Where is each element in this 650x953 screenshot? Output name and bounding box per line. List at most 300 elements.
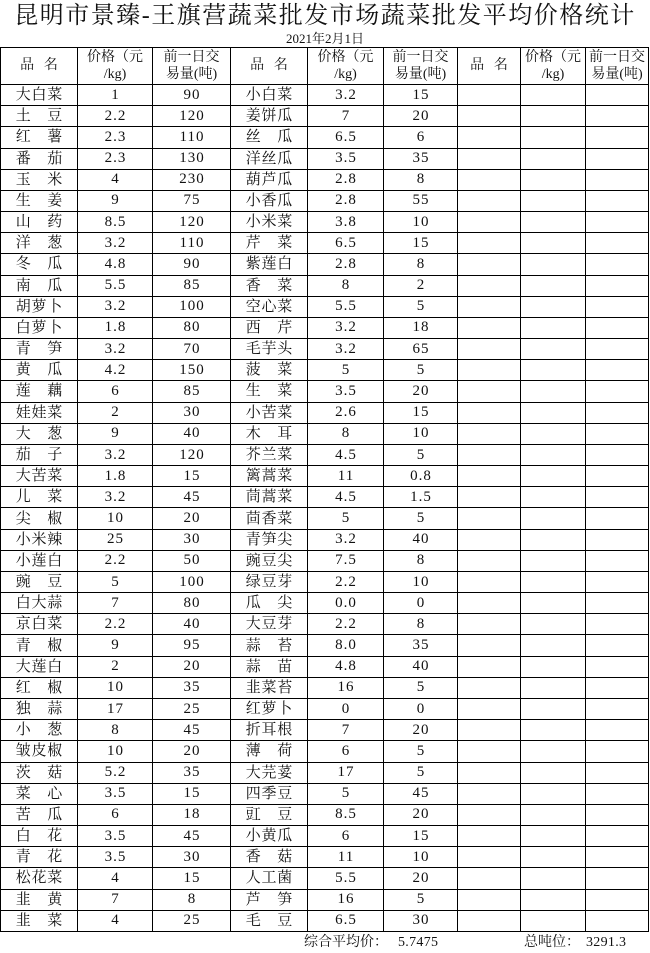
vegetable-name: 小黄瓜 (245, 828, 293, 845)
cell-volume: 40 (153, 424, 231, 445)
cell-price: 7 (78, 890, 153, 911)
cell-price: 5 (308, 784, 384, 805)
cell-price: 4.2 (78, 360, 153, 381)
cell-volume: 20 (153, 741, 231, 762)
cell-volume: 25 (153, 911, 231, 932)
cell-empty (458, 106, 521, 127)
header-volume-cell: 前一日交 易量(吨) (153, 48, 231, 85)
cell-empty (521, 551, 586, 572)
cell-empty (521, 614, 586, 635)
cell-name (1, 614, 78, 635)
cell-volume: 65 (384, 339, 458, 360)
cell-empty (586, 657, 649, 678)
cell-price: 3.5 (308, 149, 384, 170)
cell-volume: 30 (384, 911, 458, 932)
cell-empty (521, 212, 586, 233)
cell-empty (458, 805, 521, 826)
cell-empty (458, 678, 521, 699)
cell-volume: 85 (153, 276, 231, 297)
cell-empty (458, 890, 521, 911)
vegetable-name: 菠 菜 (245, 362, 293, 379)
cell-empty (458, 403, 521, 424)
cell-price: 4 (78, 170, 153, 191)
cell-name (1, 360, 78, 381)
header-name-label: 品 名 (250, 57, 288, 73)
cell-price: 0.0 (308, 593, 384, 614)
header-name-label: 品 名 (470, 57, 508, 73)
cell-name (1, 847, 78, 868)
vegetable-name: 紫莲白 (245, 256, 293, 273)
vegetable-name: 大芫荽 (245, 764, 293, 781)
cell-volume: 90 (153, 254, 231, 275)
cell-empty (521, 318, 586, 339)
vegetable-name: 蒜 苗 (245, 658, 293, 675)
cell-empty (521, 276, 586, 297)
cell-name (1, 127, 78, 148)
cell-empty (586, 614, 649, 635)
vegetable-name: 姜饼瓜 (245, 108, 293, 125)
cell-empty (586, 106, 649, 127)
cell-volume: 55 (384, 191, 458, 212)
cell-name (231, 191, 308, 212)
cell-name (1, 106, 78, 127)
cell-price: 8 (308, 424, 384, 445)
cell-volume: 20 (384, 106, 458, 127)
cell-volume: 5 (384, 763, 458, 784)
cell-empty (521, 466, 586, 487)
cell-name (231, 763, 308, 784)
cell-empty (586, 911, 649, 932)
cell-empty (458, 530, 521, 551)
cell-empty (458, 466, 521, 487)
cell-empty (586, 551, 649, 572)
cell-price: 5.2 (78, 763, 153, 784)
vegetable-name: 四季豆 (245, 785, 293, 802)
cell-price: 2.8 (308, 191, 384, 212)
cell-volume: 5 (384, 445, 458, 466)
cell-empty (521, 233, 586, 254)
cell-name (231, 699, 308, 720)
cell-empty (521, 530, 586, 551)
cell-name (1, 170, 78, 191)
cell-price: 1.8 (78, 318, 153, 339)
cell-empty (521, 339, 586, 360)
cell-volume: 130 (153, 149, 231, 170)
vegetable-name: 芥兰菜 (245, 447, 293, 463)
header-name-label: 品 名 (20, 57, 58, 73)
cell-empty (586, 381, 649, 402)
cell-price: 2 (78, 403, 153, 424)
cell-name (231, 254, 308, 275)
cell-volume: 85 (153, 381, 231, 402)
cell-price: 11 (308, 466, 384, 487)
cell-empty (521, 106, 586, 127)
cell-empty (586, 85, 649, 106)
cell-price: 10 (78, 741, 153, 762)
cell-empty (521, 826, 586, 847)
cell-empty (521, 127, 586, 148)
cell-empty (521, 763, 586, 784)
vegetable-name: 木 耳 (245, 425, 293, 442)
cell-price: 5.5 (308, 297, 384, 318)
cell-volume: 30 (153, 847, 231, 868)
vegetable-name: 小苦菜 (245, 404, 293, 421)
cell-empty (586, 847, 649, 868)
cell-empty (521, 508, 586, 529)
cell-volume: 45 (384, 784, 458, 805)
cell-volume: 20 (384, 868, 458, 889)
cell-volume: 110 (153, 127, 231, 148)
cell-volume: 15 (153, 868, 231, 889)
cell-price: 6 (78, 381, 153, 402)
total-tonnage-value: 3291.3 (586, 935, 627, 950)
cell-price: 1.8 (78, 466, 153, 487)
cell-volume: 1.5 (384, 487, 458, 508)
cell-volume: 8 (153, 890, 231, 911)
cell-empty (458, 847, 521, 868)
cell-empty (458, 784, 521, 805)
cell-empty (458, 445, 521, 466)
cell-volume: 0.8 (384, 466, 458, 487)
cell-empty (586, 127, 649, 148)
cell-empty (586, 466, 649, 487)
cell-empty (521, 657, 586, 678)
cell-name (1, 720, 78, 741)
vegetable-name: 红萝卜 (245, 701, 293, 718)
cell-price: 3.5 (78, 784, 153, 805)
cell-name (231, 233, 308, 254)
cell-name (1, 551, 78, 572)
vegetable-name: 豇 豆 (245, 806, 293, 823)
cell-empty (458, 741, 521, 762)
cell-empty (458, 127, 521, 148)
vegetable-name: 山 药 (15, 214, 63, 231)
cell-price: 10 (78, 678, 153, 699)
cell-name (231, 424, 308, 445)
vegetable-name: 毛 豆 (245, 912, 293, 929)
cell-empty (586, 720, 649, 741)
header-volume-cell: 前一日交 易量(吨) (586, 48, 649, 85)
vegetable-name: 儿 菜 (15, 489, 63, 506)
cell-price: 2.8 (308, 170, 384, 191)
cell-empty (586, 424, 649, 445)
cell-volume: 45 (153, 826, 231, 847)
cell-volume: 10 (384, 847, 458, 868)
cell-empty (458, 318, 521, 339)
cell-name (231, 530, 308, 551)
vegetable-name: 小白菜 (245, 87, 293, 104)
cell-empty (586, 508, 649, 529)
cell-name (231, 360, 308, 381)
cell-price: 10 (78, 508, 153, 529)
vegetable-name: 小香瓜 (245, 192, 293, 209)
cell-name (231, 572, 308, 593)
cell-volume: 10 (384, 572, 458, 593)
cell-price: 5 (308, 508, 384, 529)
cell-empty (521, 572, 586, 593)
cell-empty (586, 318, 649, 339)
header-price-cell: 价格（元 /kg) (308, 48, 384, 85)
cell-empty (586, 170, 649, 191)
cell-name (1, 381, 78, 402)
cell-name (231, 487, 308, 508)
cell-empty (521, 847, 586, 868)
cell-empty (458, 276, 521, 297)
cell-name (231, 381, 308, 402)
cell-price: 2.3 (78, 127, 153, 148)
cell-price: 8.0 (308, 635, 384, 656)
cell-name (231, 106, 308, 127)
cell-price: 3.8 (308, 212, 384, 233)
cell-volume: 40 (384, 530, 458, 551)
vegetable-name: 小 葱 (15, 722, 63, 739)
vegetable-name: 香 菜 (245, 277, 293, 294)
cell-price: 5.5 (78, 276, 153, 297)
cell-volume: 8 (384, 614, 458, 635)
cell-price: 4 (78, 868, 153, 889)
summary-bar (0, 933, 650, 953)
cell-volume: 35 (153, 678, 231, 699)
cell-name (231, 614, 308, 635)
cell-name (1, 657, 78, 678)
vegetable-name: 土 豆 (15, 108, 63, 125)
vegetable-name: 大莲白 (15, 658, 63, 675)
header-name-cell (1, 48, 78, 85)
cell-name (231, 678, 308, 699)
cell-empty (586, 254, 649, 275)
cell-price: 9 (78, 424, 153, 445)
cell-empty (458, 254, 521, 275)
cell-empty (521, 784, 586, 805)
cell-price: 2.2 (308, 572, 384, 593)
cell-name (1, 805, 78, 826)
cell-empty (521, 85, 586, 106)
cell-name (1, 466, 78, 487)
cell-volume: 6 (384, 127, 458, 148)
cell-price: 6 (308, 826, 384, 847)
cell-empty (458, 720, 521, 741)
cell-price: 0 (308, 699, 384, 720)
cell-volume: 5 (384, 297, 458, 318)
cell-name (1, 593, 78, 614)
cell-empty (521, 890, 586, 911)
cell-price: 5.5 (308, 868, 384, 889)
cell-empty (458, 424, 521, 445)
cell-empty (586, 339, 649, 360)
cell-empty (586, 826, 649, 847)
cell-empty (458, 551, 521, 572)
vegetable-name: 大白菜 (15, 87, 63, 104)
cell-volume: 5 (384, 741, 458, 762)
cell-volume: 8 (384, 551, 458, 572)
cell-name (231, 403, 308, 424)
vegetable-name: 芹 菜 (245, 235, 293, 252)
cell-empty (458, 297, 521, 318)
vegetable-name: 折耳根 (245, 722, 293, 739)
cell-name (1, 890, 78, 911)
vegetable-name: 冬 瓜 (15, 256, 63, 273)
cell-empty (586, 678, 649, 699)
average-price-label: 综合平均价： (304, 935, 388, 950)
cell-price: 4.5 (308, 445, 384, 466)
cell-volume: 10 (384, 424, 458, 445)
cell-price: 5 (78, 572, 153, 593)
cell-volume: 70 (153, 339, 231, 360)
vegetable-name: 茼蒿菜 (245, 489, 293, 506)
cell-volume: 80 (153, 318, 231, 339)
cell-name (1, 254, 78, 275)
cell-price: 7 (78, 593, 153, 614)
cell-name (231, 508, 308, 529)
cell-price: 6 (78, 805, 153, 826)
cell-name (1, 276, 78, 297)
cell-empty (521, 254, 586, 275)
cell-name (1, 635, 78, 656)
cell-price: 9 (78, 635, 153, 656)
cell-name (1, 699, 78, 720)
cell-volume: 50 (153, 551, 231, 572)
cell-volume: 75 (153, 191, 231, 212)
cell-empty (586, 276, 649, 297)
cell-price: 8 (78, 720, 153, 741)
cell-price: 9 (78, 191, 153, 212)
header-name-cell (231, 48, 308, 85)
cell-price: 6.5 (308, 127, 384, 148)
cell-volume: 20 (153, 508, 231, 529)
vegetable-name: 韭 黄 (15, 891, 63, 908)
cell-empty (521, 403, 586, 424)
cell-empty (458, 614, 521, 635)
vegetable-name: 生 姜 (15, 192, 63, 209)
vegetable-name: 西 芹 (245, 319, 293, 336)
cell-price: 2.2 (78, 106, 153, 127)
vegetable-name: 莲 藕 (15, 383, 63, 400)
cell-price: 3.2 (78, 487, 153, 508)
cell-volume: 20 (384, 720, 458, 741)
cell-empty (458, 170, 521, 191)
cell-empty (458, 572, 521, 593)
cell-name (1, 763, 78, 784)
cell-name (231, 551, 308, 572)
cell-empty (458, 191, 521, 212)
cell-empty (521, 720, 586, 741)
cell-volume: 15 (384, 85, 458, 106)
cell-empty (521, 381, 586, 402)
cell-price: 7.5 (308, 551, 384, 572)
cell-name (1, 233, 78, 254)
cell-volume: 20 (384, 381, 458, 402)
cell-empty (458, 699, 521, 720)
header-name-cell (458, 48, 521, 85)
cell-volume: 5 (384, 890, 458, 911)
cell-name (231, 593, 308, 614)
vegetable-name: 大豆芽 (245, 616, 293, 633)
cell-price: 3.2 (78, 339, 153, 360)
cell-empty (458, 763, 521, 784)
cell-name (231, 149, 308, 170)
cell-price: 17 (308, 763, 384, 784)
cell-empty (586, 741, 649, 762)
cell-volume: 8 (384, 254, 458, 275)
cell-name (1, 403, 78, 424)
cell-empty (458, 635, 521, 656)
cell-price: 8 (308, 276, 384, 297)
cell-name (231, 784, 308, 805)
cell-empty (458, 911, 521, 932)
page-title: 昆明市景臻-王旗营蔬菜批发市场蔬菜批发平均价格统计 (14, 3, 636, 29)
cell-empty (458, 826, 521, 847)
cell-volume: 100 (153, 572, 231, 593)
cell-price: 25 (78, 530, 153, 551)
vegetable-name: 毛芋头 (245, 341, 293, 358)
cell-empty (521, 805, 586, 826)
cell-price: 5 (308, 360, 384, 381)
cell-volume: 40 (153, 614, 231, 635)
cell-name (1, 678, 78, 699)
cell-name (1, 191, 78, 212)
cell-price: 7 (308, 720, 384, 741)
cell-price: 3.2 (78, 233, 153, 254)
vegetable-name: 蒜 苔 (245, 637, 293, 654)
cell-empty (521, 868, 586, 889)
cell-name (231, 826, 308, 847)
cell-price: 3.5 (308, 381, 384, 402)
cell-empty (458, 508, 521, 529)
cell-price: 6 (308, 741, 384, 762)
vegetable-name: 红 椒 (15, 679, 63, 696)
vegetable-name: 独 蒜 (15, 701, 63, 718)
cell-price: 2.2 (308, 614, 384, 635)
cell-volume: 25 (153, 699, 231, 720)
cell-name (231, 635, 308, 656)
cell-volume: 45 (153, 487, 231, 508)
cell-name (231, 720, 308, 741)
cell-price: 4 (78, 911, 153, 932)
cell-price: 6.5 (308, 911, 384, 932)
cell-volume: 120 (153, 106, 231, 127)
cell-volume: 5 (384, 360, 458, 381)
cell-volume: 8 (384, 170, 458, 191)
cell-name (231, 339, 308, 360)
vegetable-name: 小米菜 (245, 214, 293, 231)
cell-volume: 45 (153, 720, 231, 741)
cell-empty (521, 424, 586, 445)
vegetable-name: 青 笋 (15, 341, 63, 358)
cell-price: 3.2 (78, 445, 153, 466)
cell-volume: 5 (384, 508, 458, 529)
cell-empty (521, 911, 586, 932)
report-date: 2021年2月1日 (285, 31, 364, 46)
cell-price: 2.3 (78, 149, 153, 170)
cell-name (1, 297, 78, 318)
cell-empty (586, 403, 649, 424)
vegetable-name: 玉 米 (15, 171, 63, 188)
cell-price: 2.2 (78, 614, 153, 635)
cell-empty (586, 360, 649, 381)
cell-name (1, 784, 78, 805)
cell-empty (586, 763, 649, 784)
vegetable-name: 皱皮椒 (15, 743, 63, 760)
cell-name (1, 530, 78, 551)
vegetable-name: 空心菜 (245, 298, 293, 315)
cell-price: 6.5 (308, 233, 384, 254)
cell-name (1, 868, 78, 889)
cell-name (1, 508, 78, 529)
cell-empty (586, 805, 649, 826)
vegetable-name: 胡萝卜 (15, 298, 63, 315)
cell-volume: 5 (384, 678, 458, 699)
vegetable-name: 青 花 (15, 849, 63, 866)
